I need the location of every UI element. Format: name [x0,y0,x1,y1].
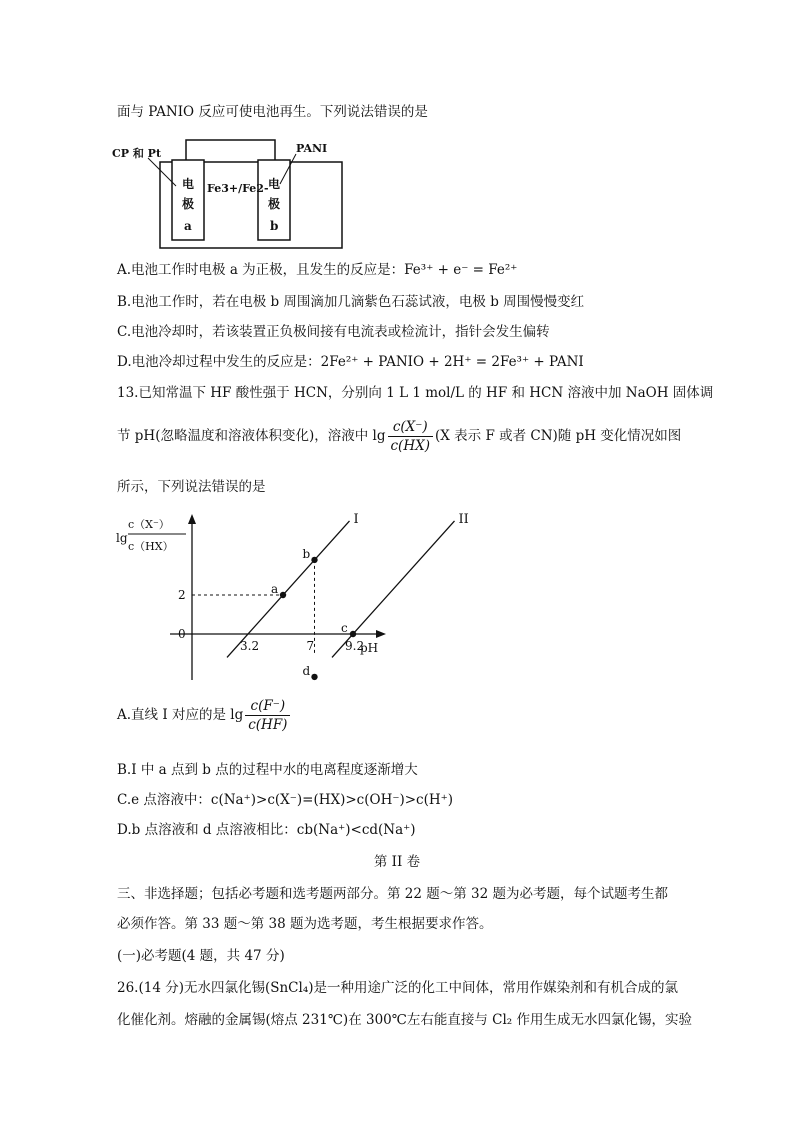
series-label-II: II [458,511,469,527]
q26-line1: 26.(14 分)无水四氯化锡(SnCl₄)是一种用途广泛的化工中间体，常用作媒染剂和有机合成的氯 [117,980,679,996]
x-tick-3-2: 3.2 [240,639,260,653]
ph-chart [112,510,469,685]
q13-line2-after: (X 表示 F 或者 CN)随 pH 变化情况如图 [434,428,682,444]
q26-line2: 化催化剂。熔融的金属锡(熔点 231℃)在 300℃左右能直接与 Cl₂ 作用生成无水四氯化锡，实验 [117,1012,692,1028]
label-right: PANI [296,142,328,155]
q13-line2 [117,416,681,456]
q13-frac-den: c(HX) [390,438,430,454]
point-d [311,674,317,680]
q13-option-a-den: c(HF) [248,717,288,733]
section-line2: 必须作答。第 33 题～第 38 题为选考题，考生根据要求作答。 [117,916,493,932]
series-line-II [332,521,455,658]
x-axis-arrow [376,630,386,638]
point-label-a: a [271,582,279,596]
electrode-b-char1: 电 [268,177,281,191]
series-line-I [227,521,350,658]
q13-option-a-num: c(F⁻) [245,697,290,716]
q13-option-a [117,695,292,735]
q12-intro: 面与 PANIO 反应可使电池再生。下列说法错误的是 [117,104,428,120]
label-left: CP 和 Pt [112,147,162,160]
x-tick-7: 7 [306,639,315,653]
x-tick-9-2: 9.2 [345,639,365,653]
electrolyte-label: Fe3+/Fe2- [207,182,269,195]
y-label-num: c（X⁻） [128,518,170,531]
battery-diagram [112,136,352,252]
y-tick-2: 2 [178,588,186,602]
q13-line2-before: 节 pH(忽略温度和溶液体积变化)，溶液中 lg [117,428,386,444]
q12-option-c: C.电池冷却时，若该装置正负极间接有电流表或检流计，指针会发生偏转 [117,324,550,340]
q13-option-d: D.b 点溶液和 d 点溶液相比：cb(Na⁺)<cd(Na⁺) [117,822,416,838]
section-line1: 三、非选择题；包括必考题和选考题两部分。第 22 题～第 32 题为必考题，每个试题考生都 [117,886,669,902]
point-label-b: b [302,546,311,561]
point-b [311,557,317,563]
q13-option-a-text: A.直线 I 对应的是 lg [117,707,244,723]
y-axis-arrow [188,514,196,524]
y-label-prefix: lg [116,531,128,545]
q12-option-b: B.电池工作时，若在电极 b 周围滴加几滴紫色石蕊试液，电极 b 周围慢慢变红 [117,294,585,310]
point-label-c: c [341,621,348,635]
q13-option-a-fraction [245,697,290,734]
electrode-a-char2: 极 [182,197,195,211]
y-tick-0: 0 [178,627,186,641]
q13-fraction [388,418,433,455]
ph-chart-svg [112,510,469,685]
electrode-b-char3: b [270,219,279,233]
q13-line3: 所示，下列说法错误的是 [117,479,266,495]
q12-option-d: D.电池冷却过程中发生的反应是：2Fe²⁺ + PANIO + 2H⁺ = 2Fe³⁺ + PANI [117,354,584,370]
q13-line1: 13.已知常温下 HF 酸性强于 HCN，分别向 1 L 1 mol/L 的 HF 和 HCN 溶液中加 NaOH 固体调 [117,385,714,401]
x-label: pH [360,641,379,655]
point-label-d: d [302,663,311,678]
electrode-b-char2: 极 [268,197,281,211]
subsection-title: (一)必考题(4 题，共 47 分) [117,948,285,964]
series-label-I: I [353,511,359,527]
q13-option-c: C.e 点溶液中：c(Na⁺)>c(X⁻)=(HX)>c(OH⁻)>c(H⁺) [117,792,454,808]
q13-frac-num: c(X⁻) [388,418,433,437]
y-label-den: c（HX） [128,540,174,553]
point-a [280,592,286,598]
electrode-a-char3: a [184,219,192,233]
electrode-a-char1: 电 [182,177,195,191]
point-c [350,631,356,637]
part2-title: 第 II 卷 [373,854,421,870]
q12-option-a: A.电池工作时电极 a 为正极，且发生的反应是：Fe³⁺ + e⁻ = Fe²⁺ [117,262,518,278]
q13-option-b: B.I 中 a 点到 b 点的过程中水的电离程度逐渐增大 [117,762,418,778]
